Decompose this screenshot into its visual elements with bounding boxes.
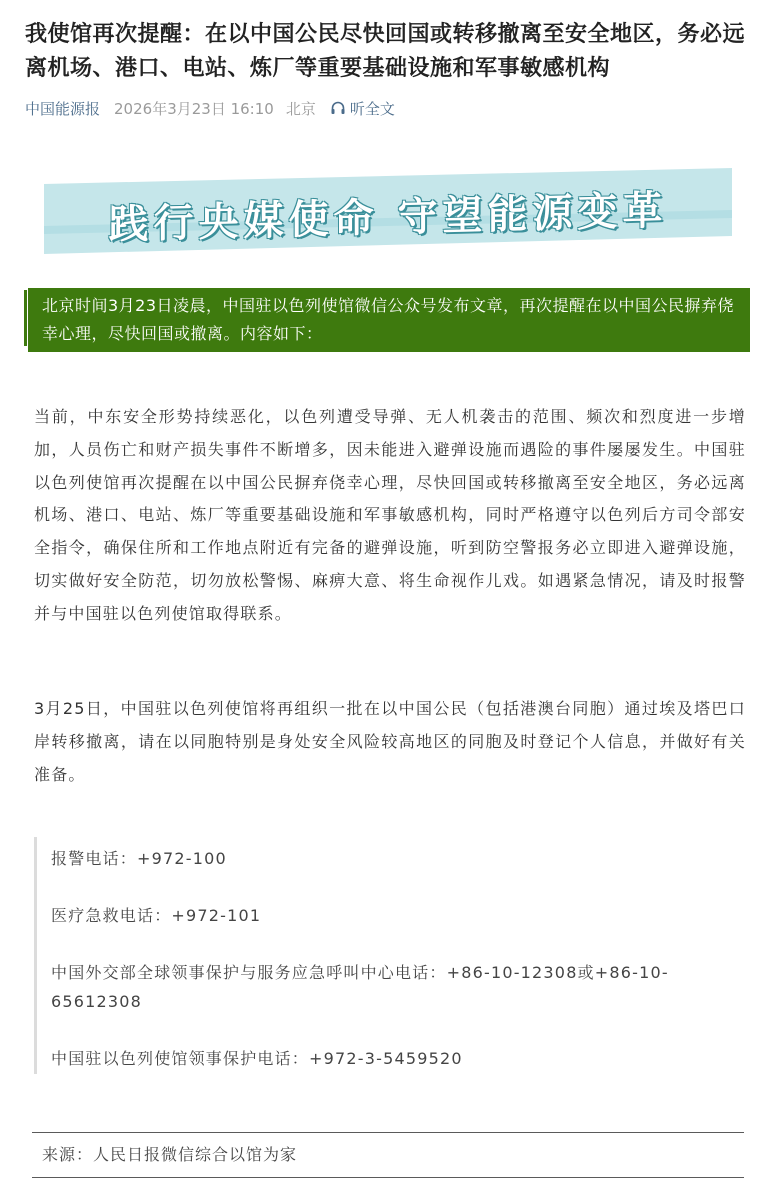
lead-summary: 北京时间3月23日凌晨，中国驻以色列使馆微信公众号发布文章，再次提醒在以中国公民摒弃侥幸心理，尽快回国或撤离。内容如下：: [28, 288, 750, 352]
listen-button[interactable]: [330, 98, 395, 119]
article-meta: [25, 97, 395, 119]
body-paragraph-2: 3月25日，中国驻以色列使馆将再组织一批在以中国公民（包括港澳台同胞）通过埃及塔巴口岸转移撤离，请在以同胞特别是身处安全风险较高地区的同胞及时登记个人信息，并做好有关准备。: [34, 699, 746, 784]
mfa-hotline: 中国外交部全球领事保护与服务应急呼叫中心电话：+86-10-12308或+86-10-65612308: [51, 963, 669, 1011]
body-paragraph-1: 当前，中东安全形势持续恶化，以色列遭受导弹、无人机袭击的范围、频次和烈度进一步增加，人员伤亡和财产损失事件不断增多，因未能进入避弹设施而遇险的事件屡屡发生。中国驻以色列使馆再次提醒在以中国公民摒弃侥幸心理，尽快回国或转移撤离至安全地区，务必远离机场、港口、电站、炼厂等重要基础设施和军事敏感机构，同时严格遵守以色列后方司令部安全指令，确保住所和工作地点附近有完备的避弹设施，听到防空警报务必立即进入避弹设施，切实做好安全防范，切勿放松警惕、麻痹大意、将生命视作儿戏。如遇紧急情况，请及时报警并与中国驻以色列使馆取得联系。: [34, 407, 746, 623]
article-title: 我使馆再次提醒：在以中国公民尽快回国或转移撤离至安全地区，务必远离机场、港口、电站、炼厂等重要基础设施和军事敏感机构: [25, 22, 746, 81]
listen-label: 听全文: [349, 99, 395, 118]
source-link[interactable]: 中国能源报: [25, 99, 101, 118]
embassy-phone: 中国驻以色列使馆领事保护电话：+972-3-5459520: [51, 1049, 463, 1068]
ambulance-phone: 医疗急救电话：+972-101: [51, 906, 262, 925]
lead-accent-bar: [24, 290, 27, 346]
contact-info-block: [34, 837, 748, 1074]
police-phone: 报警电话：+972-100: [51, 849, 227, 868]
headphones-icon: [330, 100, 346, 116]
article-source-footer: 来源：人民日报微信综合以馆为家: [32, 1132, 744, 1178]
banner-text: 践行央媒使命 守望能源变革: [108, 187, 668, 249]
publish-date: 2026年3月23日 16:10: [114, 99, 274, 118]
publish-city: 北京: [285, 99, 316, 118]
banner-image: [44, 166, 732, 258]
